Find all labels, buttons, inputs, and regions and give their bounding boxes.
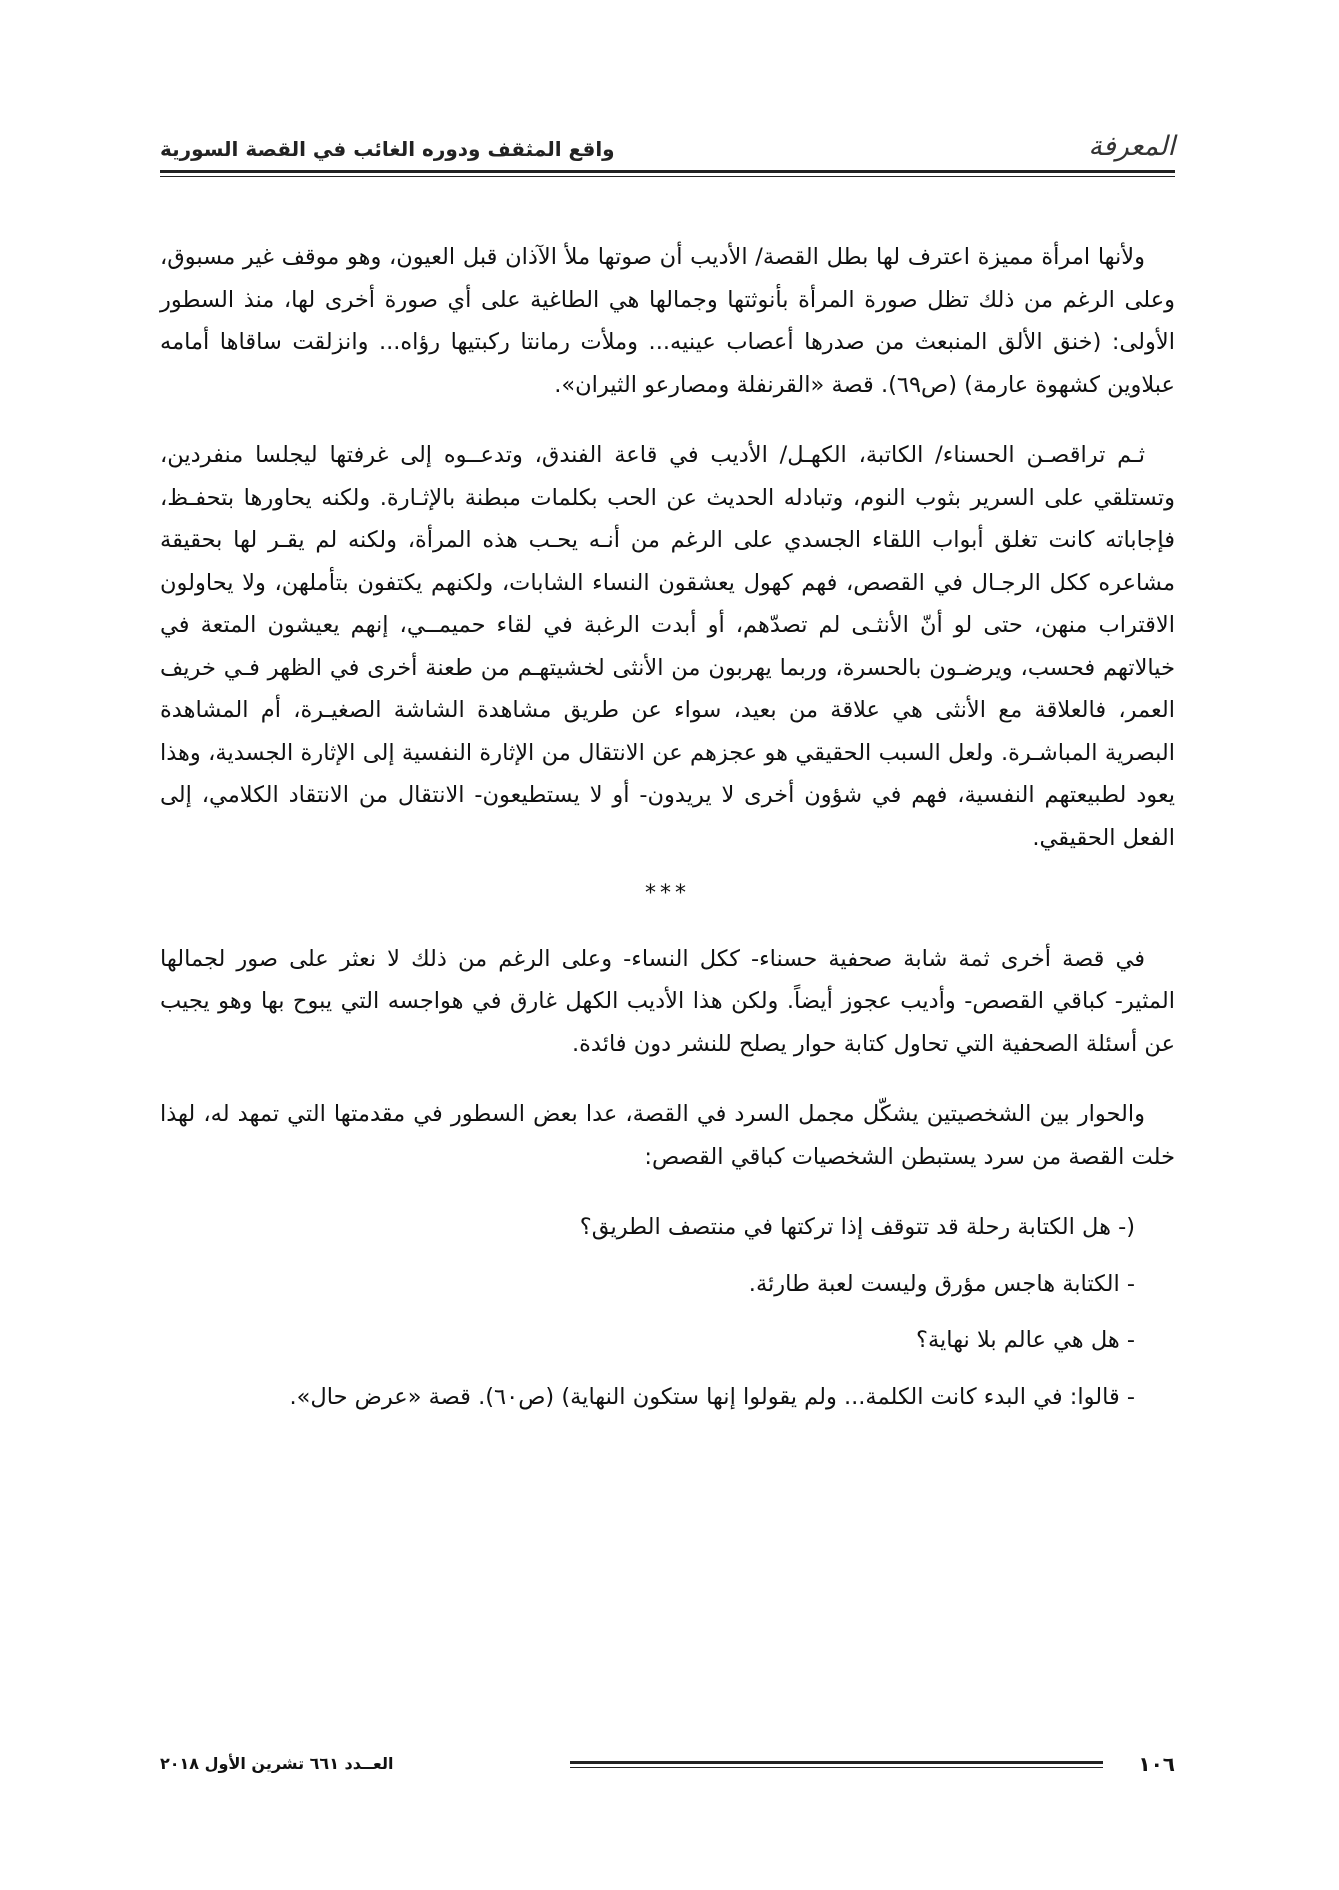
article-body — [160, 236, 1175, 1432]
paragraph: ثـم تراقصـن الحسناء/ الكاتبة، الكهـل/ الأديب في قاعة الفندق، وتدعــوه إلى غرفتها ليجلسا منفردين، وتستلقي على السرير بثوب النوم، وتبادله الحديث عن الحب بكلمات مبطنة بالإثـارة. ولكنه يحاورها بتحفـظ، فإجاباته كانت تغلق أبواب اللقاء الجسدي على الرغم من أنـه يحـب هذه المرأة، ولكنه لم يقـر لها بحقيقة مشاعره ككل الرجـال في القصص، فهم كهول يعشقون النساء الشابات، ولكنهم يكتفون بتأملهن، ولا يحاولون الاقتراب منهن، حتى لو أنّ الأنثـى لم تصدّهم، أو أبدت الرغبة في لقاء حميمــي، إنهم يعيشون المتعة في خيالاتهم فحسب، ويرضـون بالحسرة، وربما يهربون من الأنثى لخشيتهـم من طعنة أخرى في الظهر فـي خريف العمر، فالعلاقة مع الأنثى هي علاقة من بعيد، سواء عن طريق مشاهدة الشاشة الصغيـرة، أم المشاهدة البصرية المباشـرة. ولعل السبب الحقيقي هو عجزهم عن الانتقال من الإثارة النفسية إلى الإثارة الجسدية، وهذا يعود لطبيعتهم النفسية، فهم في شؤون أخرى لا يريدون- أو لا يستطيعون- الانتقال من الانتقاد الكلامي، إلى الفعل الحقيقي. — [160, 442, 1175, 851]
dialogue-line: - هل هي عالم بلا نهاية؟ — [916, 1327, 1135, 1353]
page-header — [160, 125, 1175, 169]
paragraph: في قصة أخرى ثمة شابة صحفية حسناء- ككل النساء- وعلى الرغم من ذلك لا نعثر على صور لجمالها المثير- كباقي القصص- وأديب عجوز أيضاً. ولكن هذا الأديب الكهل غارق في هواجسه التي يبوح بها وهو يجيب عن أسئلة الصحفية التي تحاول كتابة حوار يصلح للنشر دون فائدة. — [160, 945, 1175, 1057]
paragraph: والحوار بين الشخصيتين يشكّل مجمل السرد في القصة، عدا بعض السطور في مقدمتها التي تمهد له، لهذا خلت القصة من سرد يستبطن الشخصيات كباقي القصص: — [160, 1101, 1175, 1170]
dialogue-line: - قالوا: في البدء كانت الكلمة... ولم يقولوا إنها ستكون النهاية) (ص٦٠). قصة «عرض حال». — [289, 1383, 1135, 1410]
dialogue-line: - الكتابة هاجس مؤرق وليست لعبة طارئة. — [748, 1270, 1135, 1297]
page-footer — [160, 1752, 1175, 1782]
dialogue-line: (- هل الكتابة رحلة قد تتوقف إذا تركتها في منتصف الطريق؟ — [579, 1214, 1135, 1240]
header-rule — [160, 170, 1175, 177]
section-separator: *** — [645, 881, 690, 906]
magazine-logo: المعرفة — [1088, 131, 1175, 162]
paragraph: ولأنها امرأة مميزة اعترف لها بطل القصة/ الأديب أن صوتها ملأ الآذان قبل العيون، وهو موقف غير مسبوق، وعلى الرغم من ذلك تظل صورة المرأة بأنوثتها وجمالها هي الطاغية على أي صورة أخرى لها، منذ السطور الأولى: (خنق الألق المنبعث من صدرها أعصاب عينيه... وملأت رمانتا ركبتيها رؤاه... وانزلقت ساقاها أمامه عبلاوين كشهوة عارمة) (ص٦٩). قصة «القرنفلة ومصارعو الثيران». — [160, 244, 1175, 398]
page-number: ١٠٦ — [1138, 1752, 1175, 1776]
dialogue-block — [160, 1206, 1175, 1418]
footer-rule — [570, 1761, 1103, 1768]
issue-info: العــدد ٦٦١ تشرين الأول ٢٠١٨ — [160, 1754, 394, 1773]
running-title: واقع المثقف ودوره الغائب في القصة السورية — [160, 137, 615, 161]
